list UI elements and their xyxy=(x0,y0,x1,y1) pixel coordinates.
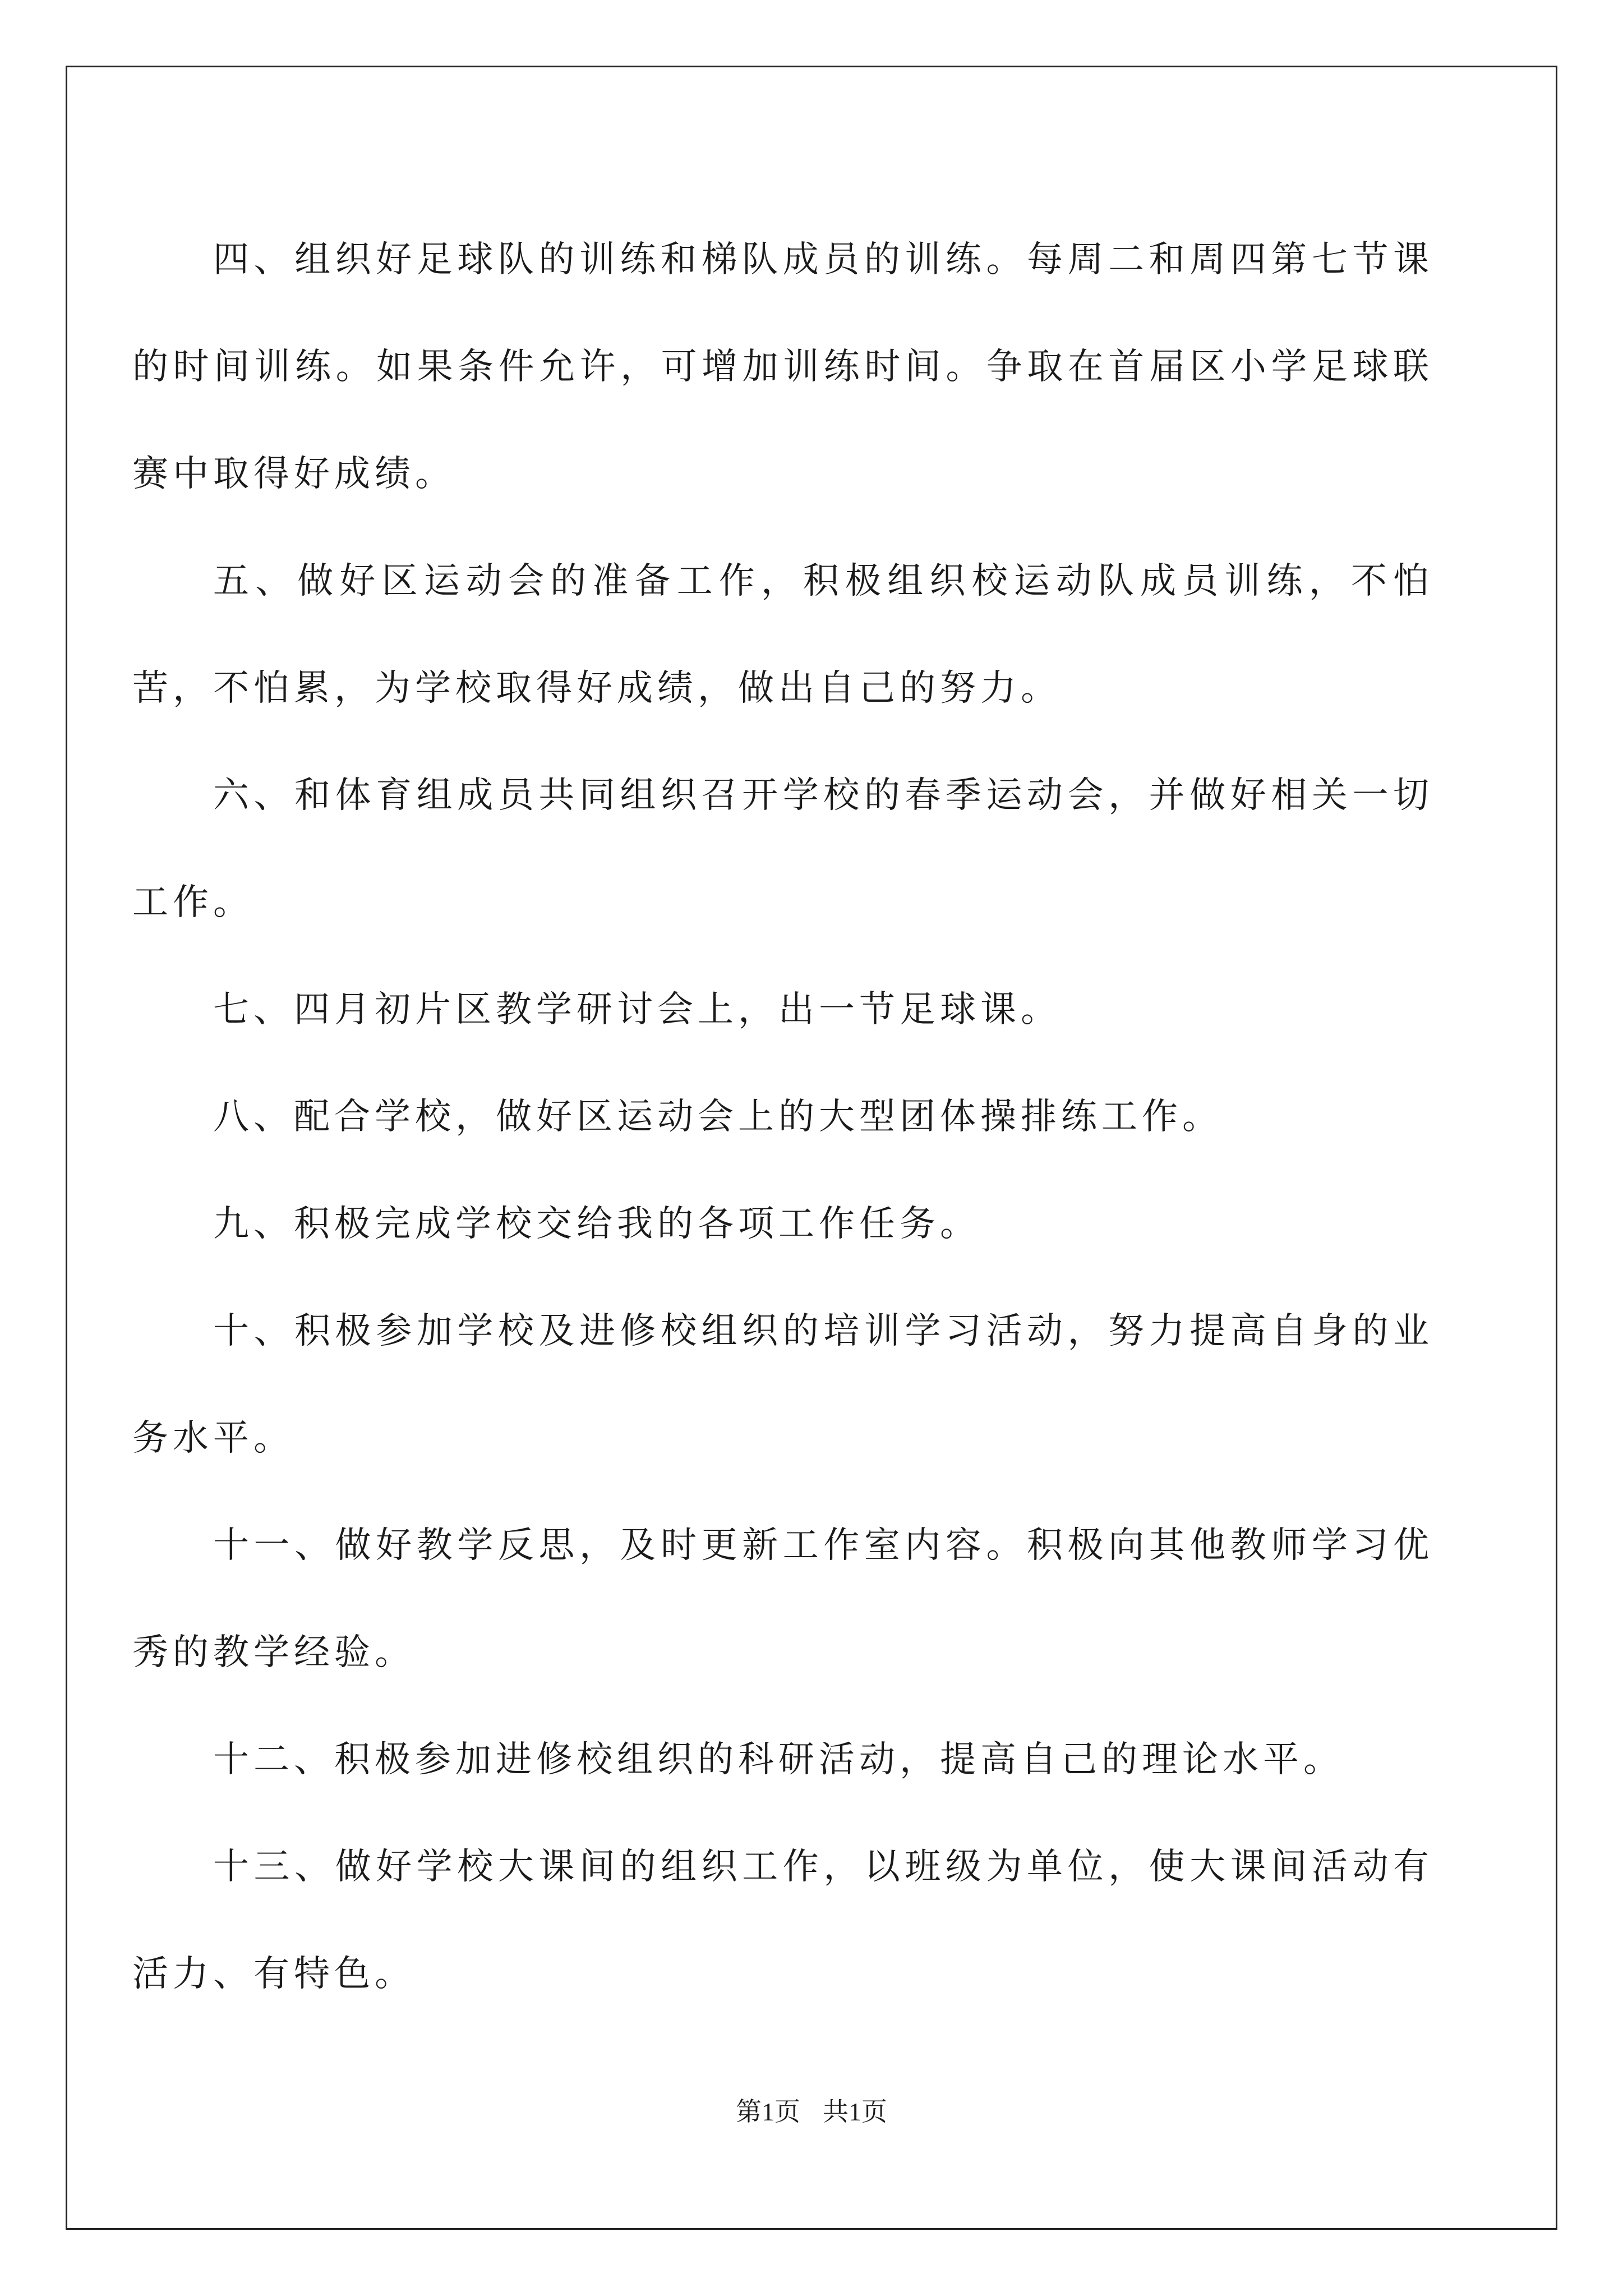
page-number-current: 第1页 xyxy=(736,2097,800,2126)
paragraph-item-13: 十三、做好学校大课间的组织工作，以班级为单位，使大课间活动有活力、有特色。 xyxy=(132,1846,1433,1995)
page-number-total: 共1页 xyxy=(823,2097,887,2126)
paragraph-item-5: 五、做好区运动会的准备工作，积极组织校运动队成员训练，不怕苦，不怕累，为学校取得好成绩，做出自己的努力。 xyxy=(132,560,1433,709)
paragraph-item-10: 十、积极参加学校及进修校组织的培训学习活动，努力提高自身的业务水平。 xyxy=(132,1310,1433,1459)
paragraph-item-6: 六、和体育组成员共同组织召开学校的春季运动会，并做好相关一切工作。 xyxy=(132,775,1433,923)
paragraph-item-4: 四、组织好足球队的训练和梯队成员的训练。每周二和周四第七节课的时间训练。如果条件允许，可增加训练时间。争取在首届区小学足球联赛中取得好成绩。 xyxy=(132,239,1433,495)
page-footer xyxy=(0,2095,1623,2129)
paragraph-item-8: 八、配合学校，做好区运动会上的大型团体操排练工作。 xyxy=(213,1096,1223,1138)
paragraph-item-12: 十二、积极参加进修校组织的科研活动，提高自己的理论水平。 xyxy=(213,1739,1344,1780)
paragraph-item-7: 七、四月初片区教学研讨会上，出一节足球课。 xyxy=(213,989,1061,1030)
paragraph-item-9: 九、积极完成学校交给我的各项工作任务。 xyxy=(213,1203,980,1245)
paragraph-item-11: 十一、做好教学反思，及时更新工作室内容。积极向其他教师学习优秀的教学经验。 xyxy=(132,1525,1433,1673)
document-body xyxy=(132,206,1433,2028)
